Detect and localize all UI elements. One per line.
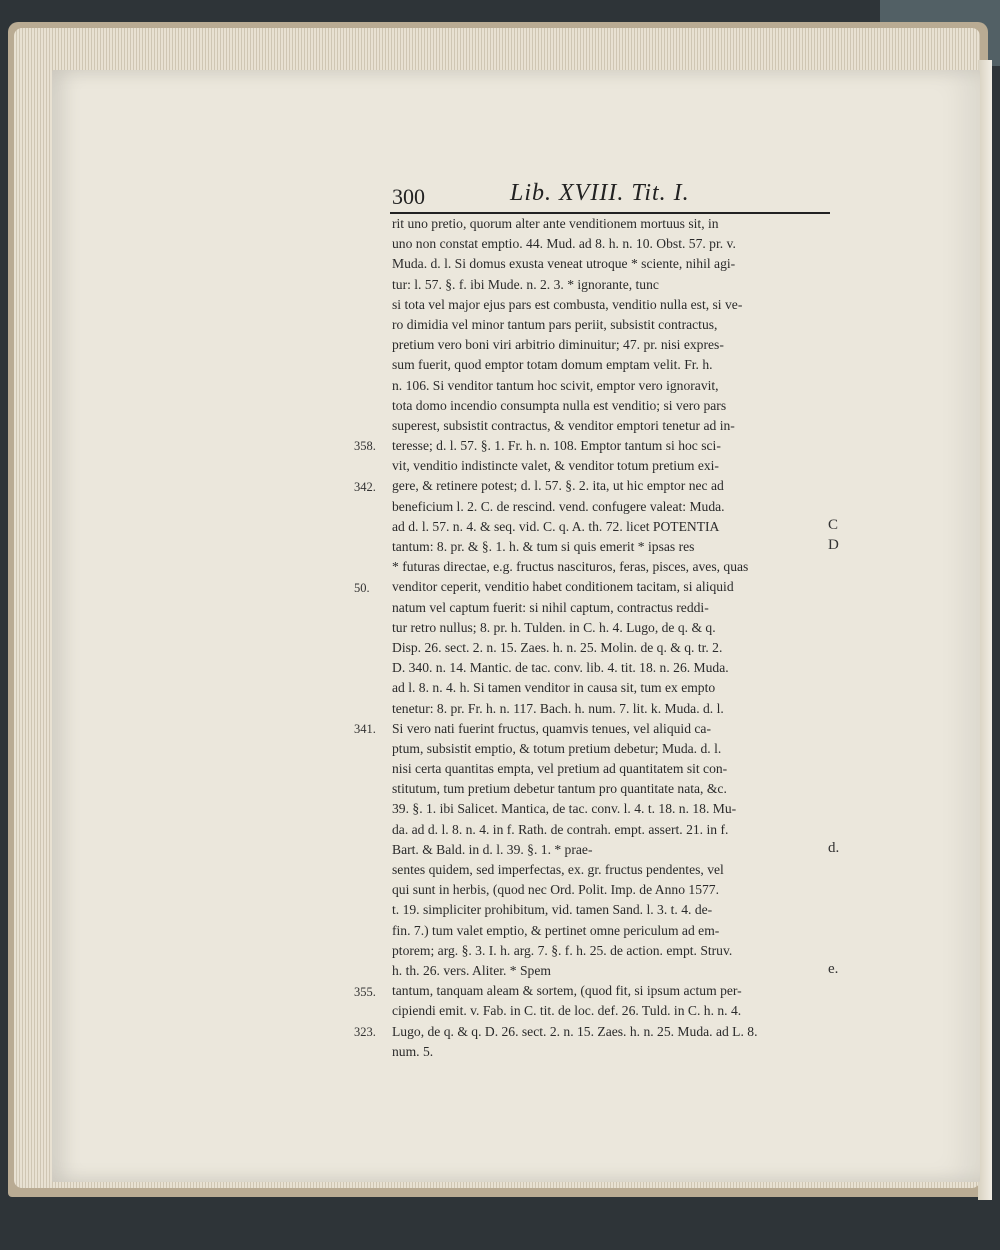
text-line: ro dimidia vel minor tantum pars periit, subsistit contractus, xyxy=(392,316,718,332)
page-right-edge xyxy=(978,60,992,1200)
text-line: tur: l. 57. §. f. ibi Mude. n. 2. 3. * ignorante, tunc xyxy=(392,276,659,292)
text-line: Disp. 26. sect. 2. n. 15. Zaes. h. n. 25. Molin. de q. & q. tr. 2. xyxy=(392,639,723,655)
margin-number: 50. xyxy=(354,580,370,595)
margin-number: 342. xyxy=(354,479,376,494)
text-line: teresse; d. l. 57. §. 1. Fr. h. n. 108. Emptor tantum si hoc sci- xyxy=(392,438,721,454)
text-line: si tota vel major ejus pars est combusta, venditio nulla est, si ve- xyxy=(392,296,743,312)
text-line: sum fuerit, quod emptor totam domum emptam velit. Fr. h. xyxy=(392,357,713,373)
text-line: tantum: 8. pr. & §. 1. h. & tum si quis emerit * ipsas res xyxy=(392,539,695,554)
text-line: beneficium l. 2. C. de rescind. vend. confugere valeat: Muda. xyxy=(392,498,725,514)
page-header xyxy=(390,178,830,214)
text-line: natum vel captum fuerit: si nihil captum, contractus reddi- xyxy=(392,599,709,615)
text-line: tota domo incendio consumpta nulla est venditio; si vero pars xyxy=(392,397,727,413)
margin-letter: C xyxy=(828,517,839,533)
text-line: vit, venditio indistincte valet, & venditor totum pretium exi- xyxy=(392,458,719,474)
text-line: nisi certa quantitas empta, vel pretium ad quantitatem sit con- xyxy=(392,761,728,777)
text-line: Muda. d. l. Si domus exusta veneat utroque * sciente, nihil agi- xyxy=(392,256,736,272)
text-line: h. th. 26. vers. Aliter. * Spem xyxy=(392,962,551,978)
margin-number: 341. xyxy=(354,722,376,736)
text-line: t. 19. simpliciter prohibitum, vid. tamen Sand. l. 3. t. 4. de- xyxy=(392,902,713,918)
text-line: ad d. l. 57. n. 4. & seq. vid. C. q. A. th. 72. licet POTENTIA xyxy=(392,518,720,534)
body-text xyxy=(392,214,840,1062)
margin-number: 355. xyxy=(354,984,376,999)
text-line: n. 106. Si venditor tantum hoc scivit, emptor vero ignoravit, xyxy=(392,377,719,393)
margin-letter: e. xyxy=(828,961,839,978)
text-line: rit uno pretio, quorum alter ante venditionem mortuus sit, in xyxy=(392,216,719,231)
margin-letter: D xyxy=(828,537,839,554)
text-line: 39. §. 1. ibi Salicet. Mantica, de tac. conv. l. 4. t. 18. n. 18. Mu- xyxy=(392,801,737,817)
text-line: uno non constat emptio. 44. Mud. ad 8. h. n. 10. Obst. 57. pr. v. xyxy=(392,236,736,252)
text-line: ptum, subsistit emptio, & totum pretium debetur; Muda. d. l. xyxy=(392,740,722,756)
text-line: D. 340. n. 14. Mantic. de tac. conv. lib. 4. tit. 18. n. 26. Muda. xyxy=(392,660,729,676)
text-line: pretium vero boni viri arbitrio diminuitur; 47. pr. nisi expres- xyxy=(392,337,724,353)
margin-number: 358. xyxy=(354,439,376,454)
text-line: stitutum, tum pretium debetur tantum pro quantitate nata, &c. xyxy=(392,781,727,797)
text-line: venditor ceperit, venditio habet conditionem tacitam, si aliquid xyxy=(392,579,734,595)
text-line: Lugo, de q. & q. D. 26. sect. 2. n. 15. Zaes. h. n. 25. Muda. ad L. 8. xyxy=(392,1023,758,1039)
text-line: tantum, tanquam aleam & sortem, (quod fit, si ipsum actum per- xyxy=(392,983,742,999)
margin-letter: d. xyxy=(828,840,840,857)
text-line: cipiendi emit. v. Fab. in C. tit. de loc. def. 26. Tuld. in C. h. n. 4. xyxy=(392,1003,742,1019)
text-line: da. ad d. l. 8. n. 4. in f. Rath. de contrah. empt. assert. 21. in f. xyxy=(392,821,729,837)
text-line: ptorem; arg. §. 3. I. h. arg. 7. §. f. h. 25. de action. empt. Struv. xyxy=(392,942,733,958)
text-line: gere, & retinere potest; d. l. 57. §. 2. ita, ut hic emptor nec ad xyxy=(392,478,724,494)
text-line: Si vero nati fuerint fructus, quamvis tenues, vel aliquid ca- xyxy=(392,720,711,736)
running-title: Lib. XVIII. Tit. I. xyxy=(510,180,690,206)
text-line: sentes quidem, sed imperfectas, ex. gr. fructus pendentes, vel xyxy=(392,862,724,877)
page-number: 300 xyxy=(392,184,425,209)
margin-number: 323. xyxy=(354,1025,376,1039)
text-line: ad l. 8. n. 4. h. Si tamen venditor in causa sit, tum ex empto xyxy=(392,680,716,696)
text-line: num. 5. xyxy=(392,1043,434,1059)
text-line: tenetur: 8. pr. Fr. h. n. 117. Bach. h. num. 7. lit. k. Muda. d. l. xyxy=(392,700,724,716)
text-line: tur retro nullus; 8. pr. h. Tulden. in C. h. 4. Lugo, de q. & q. xyxy=(392,619,716,635)
text-line: * futuras directae, e.g. fructus nascituros, feras, pisces, aves, quas xyxy=(392,559,749,575)
text-line: Bart. & Bald. in d. l. 39. §. 1. * prae- xyxy=(392,841,593,857)
text-line: superest, subsistit contractus, & venditor emptori tenetur ad in- xyxy=(392,417,735,433)
text-line: fin. 7.) tum valet emptio, & pertinet omne periculum ad em- xyxy=(392,922,720,938)
text-line: qui sunt in herbis, (quod nec Ord. Polit. Imp. de Anno 1577. xyxy=(392,882,719,898)
